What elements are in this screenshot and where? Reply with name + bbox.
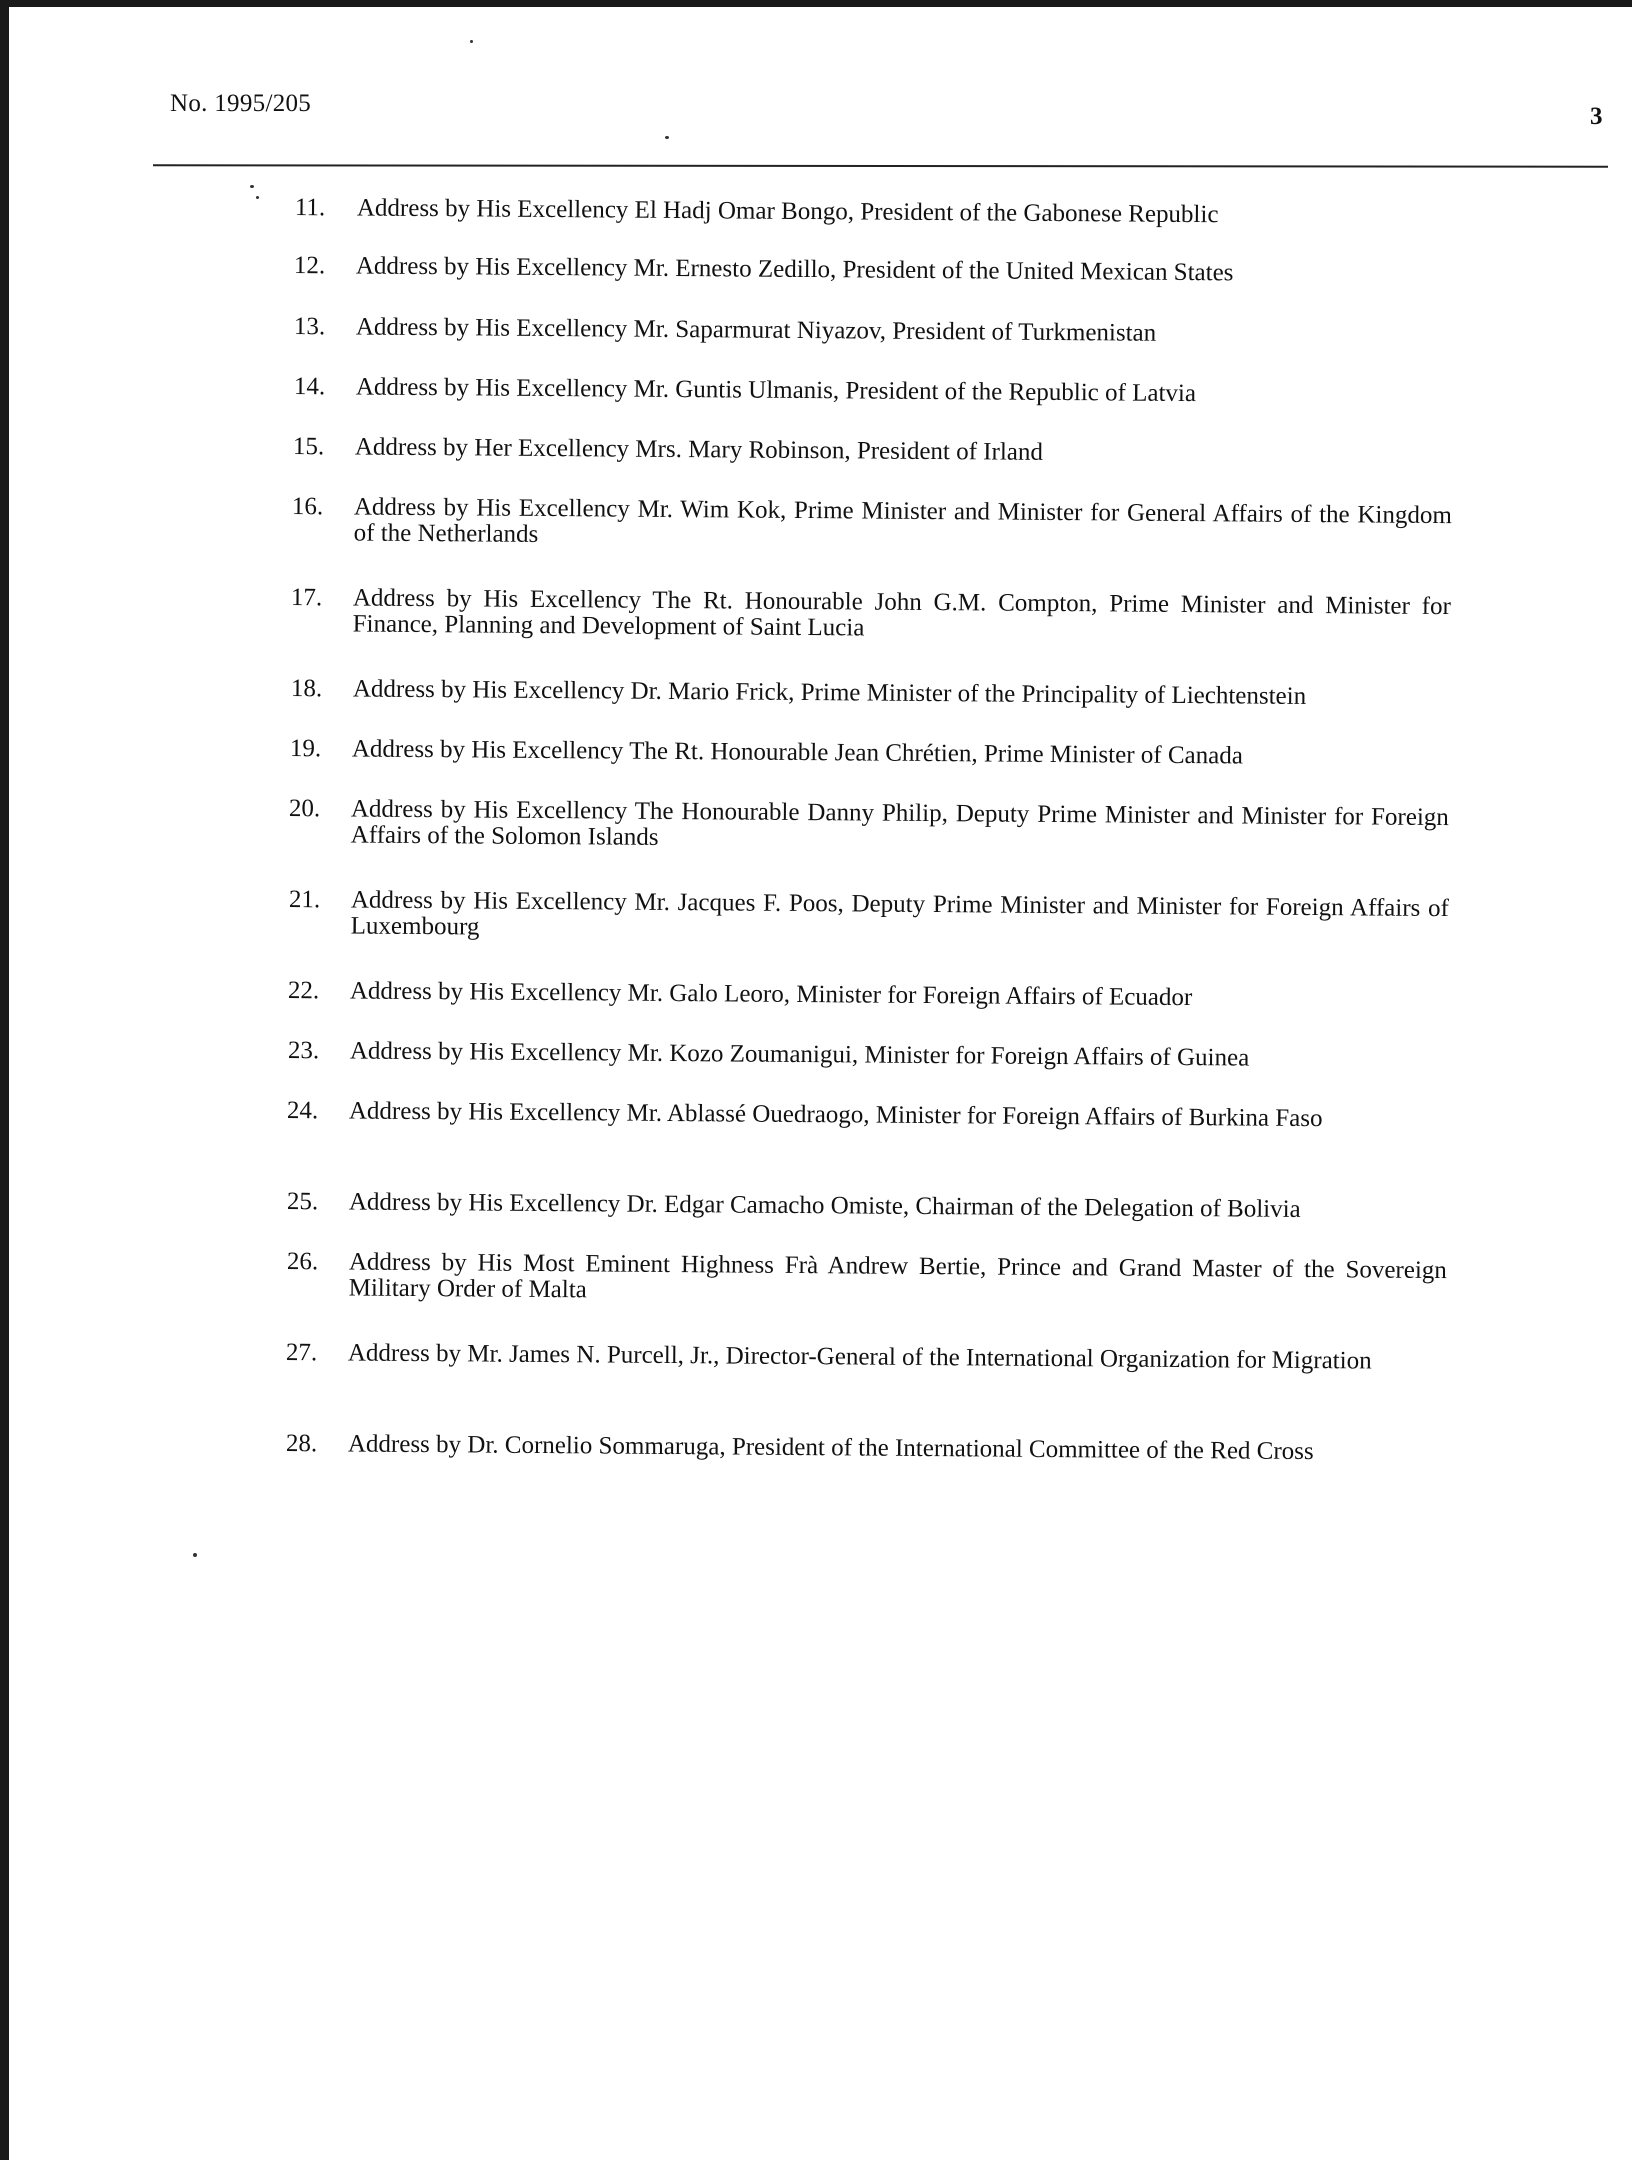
list-item xyxy=(293,434,1453,469)
item-text: Address by His Excellency Mr. Galo Leoro, Minister for Foreign Affairs of Ecuador xyxy=(349,977,1193,1012)
item-text: Address by Her Excellency Mrs. Mary Robinson, President of Irland xyxy=(354,433,1044,466)
document-number: No. 1995/205 xyxy=(170,90,312,117)
list-item xyxy=(294,314,1454,349)
item-text: Address by His Excellency Dr. Edgar Camacho Omiste, Chairman of the Delegation of Bolivia xyxy=(348,1188,1301,1223)
item-number: 13. xyxy=(293,313,326,341)
item-number: 27. xyxy=(285,1339,318,1367)
item-number: 15. xyxy=(292,433,325,461)
list-item xyxy=(289,887,1449,948)
item-number: 26. xyxy=(286,1248,319,1276)
list-item xyxy=(295,195,1455,230)
item-text: Address by His Excellency Mr. Ablassé Ouedraogo, Minister for Foreign Affairs of Burkina Faso xyxy=(348,1097,1323,1133)
list-item xyxy=(290,736,1450,771)
item-number: 19. xyxy=(289,735,322,763)
item-number: 14. xyxy=(293,373,326,401)
page-number: 3 xyxy=(1590,103,1603,130)
item-number: 21. xyxy=(288,886,321,914)
item-number: 17. xyxy=(290,584,323,612)
item-text: Address by His Excellency The Rt. Honourable Jean Chrétien, Prime Minister of Canada xyxy=(351,735,1243,770)
scan-speck xyxy=(665,136,669,139)
item-text: Address by His Most Eminent Highness Frà Andrew Bertie, Prince and Grand Master of the Sovereign Military Order of Malta xyxy=(348,1248,1447,1304)
scan-border-left xyxy=(0,0,9,2160)
list-item xyxy=(289,796,1449,857)
scan-speck xyxy=(256,196,259,199)
item-number: 25. xyxy=(286,1188,319,1216)
item-number: 20. xyxy=(288,795,321,823)
list-item xyxy=(286,1340,1446,1375)
item-number: 18. xyxy=(290,675,323,703)
list-item xyxy=(294,374,1454,409)
item-text: Address by His Excellency Mr. Jacques F. Poos, Deputy Prime Minister and Minister for Foreign Affairs of Luxembourg xyxy=(350,886,1449,941)
item-text: Address by His Excellency Mr. Kozo Zoumanigui, Minister for Foreign Affairs of Guinea xyxy=(349,1037,1250,1072)
item-text: Address by His Excellency The Honourable Danny Philip, Deputy Prime Minister and Minister for Foreign Affairs of the Solomon Islands xyxy=(350,795,1449,851)
item-number: 11. xyxy=(294,194,326,222)
list-item xyxy=(287,1098,1447,1133)
item-number: 24. xyxy=(286,1097,319,1125)
item-number: 16. xyxy=(291,493,324,521)
scan-speck xyxy=(250,185,254,188)
item-text: Address by His Excellency Mr. Guntis Ulmanis, President of the Republic of Latvia xyxy=(355,373,1197,408)
scan-speck xyxy=(470,40,473,43)
header-rule xyxy=(153,164,1608,168)
item-number: 22. xyxy=(287,977,320,1005)
item-number: 28. xyxy=(285,1430,318,1458)
item-text: Address by His Excellency The Rt. Honourable John G.M. Compton, Prime Minister and Minister for Finance, Planning and Development of Saint Lucia xyxy=(352,584,1451,642)
item-text: Address by Mr. James N. Purcell, Jr., Director-General of the International Organization for Migration xyxy=(347,1339,1372,1375)
list-item xyxy=(292,494,1452,555)
item-number: 23. xyxy=(287,1037,320,1065)
item-text: Address by His Excellency Mr. Ernesto Zedillo, President of the United Mexican States xyxy=(355,252,1234,287)
list-item xyxy=(287,1189,1447,1224)
item-text: Address by His Excellency El Hadj Omar Bongo, President of the Gabonese Republic xyxy=(356,194,1219,229)
list-item xyxy=(286,1431,1446,1466)
list-item xyxy=(288,1038,1448,1073)
list-item xyxy=(291,585,1451,646)
item-text: Address by His Excellency Dr. Mario Frick, Prime Minister of the Principality of Liechtenstein xyxy=(352,675,1307,710)
item-text: Address by Dr. Cornelio Sommaruga, President of the International Committee of the Red Cross xyxy=(347,1430,1314,1466)
list-item xyxy=(291,676,1451,711)
scan-speck xyxy=(193,1553,197,1557)
item-text: Address by His Excellency Mr. Wim Kok, Prime Minister and Minister for General Affairs of the Kingdom of the Netherlands xyxy=(353,493,1452,548)
list-item xyxy=(294,253,1454,288)
list-item xyxy=(288,978,1448,1013)
item-text: Address by His Excellency Mr. Saparmurat Niyazov, President of Turkmenistan xyxy=(355,313,1157,347)
scan-border-top xyxy=(0,0,1632,7)
list-item xyxy=(287,1249,1447,1310)
item-number: 12. xyxy=(293,252,326,280)
